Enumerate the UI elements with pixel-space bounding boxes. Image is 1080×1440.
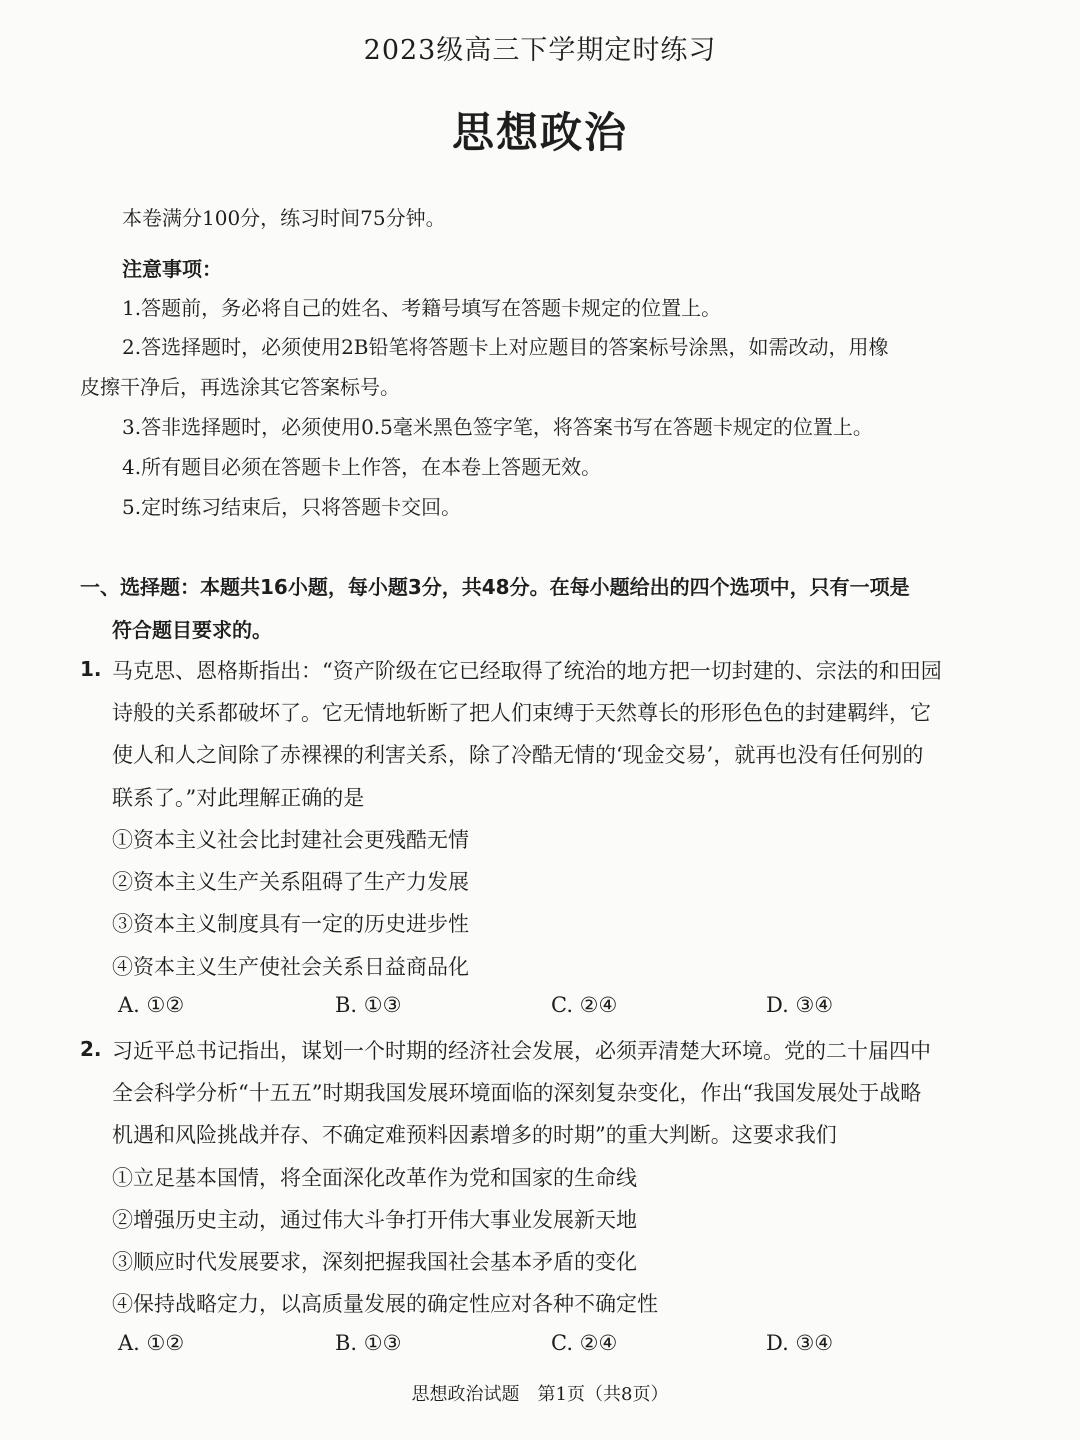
option-a: A. ①② xyxy=(118,993,185,1017)
note-item-continued: 皮擦干净后，再选涂其它答案标号。 xyxy=(80,375,400,399)
question-number: 1. xyxy=(80,657,102,681)
option-c: C. ②④ xyxy=(551,1331,618,1355)
exam-title: 思想政治 xyxy=(451,108,628,157)
question-stem-line: 机遇和风险挑战并存、不确定难预料因素增多的时期”的重大判断。这要求我们 xyxy=(112,1123,837,1147)
question-stem-line: 联系了。”对此理解正确的是 xyxy=(112,786,365,810)
option-b: B. ①③ xyxy=(335,993,402,1017)
question-stem-line: 使人和人之间除了赤裸裸的利害关系，除了冷酷无情的‘现金交易’，就再也没有任何别的 xyxy=(112,743,924,767)
section-heading: 一、选择题：本题共16小题，每小题3分，共48分。在每小题给出的四个选项中，只有一项是 xyxy=(80,575,910,599)
question-stem-line: 习近平总书记指出，谋划一个时期的经济社会发展，必须弄清楚大环境。党的二十届四中 xyxy=(112,1039,931,1063)
option-c: C. ②④ xyxy=(551,993,618,1017)
note-item: 2.答选择题时，必须使用2B铅笔将答题卡上对应题目的答案标号涂黑，如需改动，用橡 xyxy=(122,335,889,359)
question-number: 2. xyxy=(80,1037,102,1061)
section-heading-continued: 符合题目要求的。 xyxy=(112,618,272,642)
note-item: 1.答题前，务必将自己的姓名、考籍号填写在答题卡规定的位置上。 xyxy=(122,296,722,320)
question-stem-line: 马克思、恩格斯指出：“资产阶级在它已经取得了统治的地方把一切封建的、宗法的和田园 xyxy=(112,659,942,683)
option-d: D. ③④ xyxy=(766,993,834,1017)
question-statement: ②增强历史主动，通过伟大斗争打开伟大事业发展新天地 xyxy=(112,1208,637,1232)
notes-heading: 注意事项： xyxy=(122,257,222,281)
question-statement: ①资本主义社会比封建社会更残酷无情 xyxy=(112,828,469,852)
option-d: D. ③④ xyxy=(766,1331,834,1355)
option-b: B. ①③ xyxy=(335,1331,402,1355)
note-item: 3.答非选择题时，必须使用0.5毫米黑色签字笔，将答案书写在答题卡规定的位置上。 xyxy=(122,415,873,439)
question-statement: ③顺应时代发展要求，深刻把握我国社会基本矛盾的变化 xyxy=(112,1250,637,1274)
exam-subtitle: 2023级高三下学期定时练习 xyxy=(363,35,717,66)
question-statement: ③资本主义制度具有一定的历史进步性 xyxy=(112,912,469,936)
question-statement: ①立足基本国情，将全面深化改革作为党和国家的生命线 xyxy=(112,1166,637,1190)
question-stem-line: 全会科学分析“十五五”时期我国发展环境面临的深刻复杂变化，作出“我国发展处于战略 xyxy=(112,1081,922,1105)
note-item: 5.定时练习结束后，只将答题卡交回。 xyxy=(122,495,462,519)
page-footer: 思想政治试题 第1页（共8页） xyxy=(411,1384,669,1405)
question-statement: ②资本主义生产关系阻碍了生产力发展 xyxy=(112,870,469,894)
question-statement: ④保持战略定力，以高质量发展的确定性应对各种不确定性 xyxy=(112,1292,658,1316)
question-statement: ④资本主义生产使社会关系日益商品化 xyxy=(112,955,469,979)
note-item: 4.所有题目必须在答题卡上作答，在本卷上答题无效。 xyxy=(122,455,602,479)
question-stem-line: 诗般的关系都破坏了。它无情地斩断了把人们束缚于天然尊长的形形色色的封建羁绊，它 xyxy=(112,701,931,725)
intro-text: 本卷满分100分，练习时间75分钟。 xyxy=(122,206,446,230)
option-a: A. ①② xyxy=(118,1331,185,1355)
